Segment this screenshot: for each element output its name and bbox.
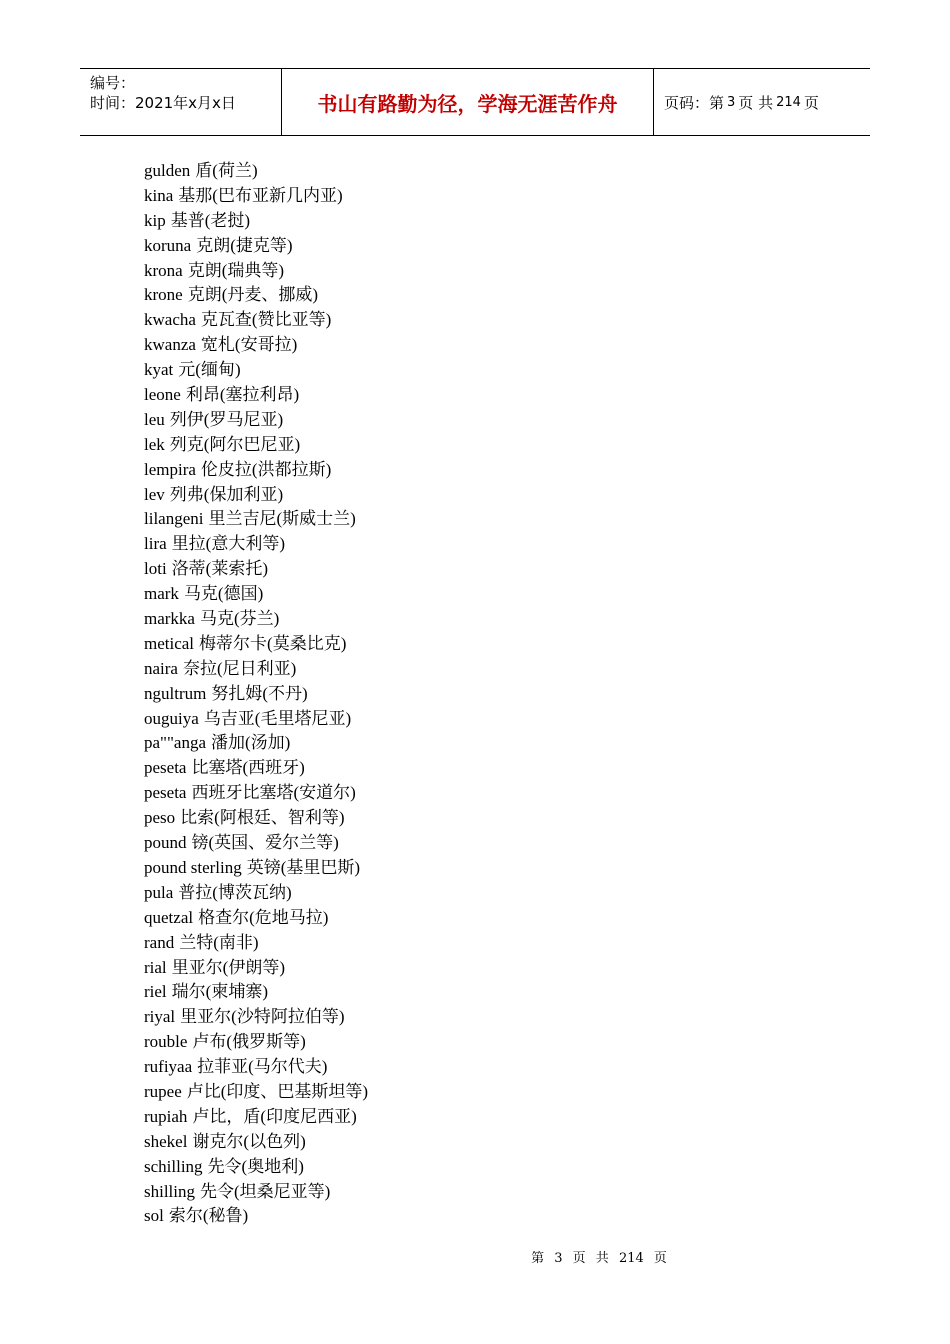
list-item [144,1005,368,1030]
entry-term: kwanza [144,335,196,355]
entry-term: markka [144,609,195,629]
list-item [144,1080,368,1105]
entry-meaning: 比塞塔(西班牙) [191,758,305,778]
entry-term: leone [144,385,181,405]
entry-meaning: 卢比(印度、巴基斯坦等) [186,1081,369,1101]
entry-meaning: 克朗(瑞典等) [187,260,285,280]
footer-total: 214 [618,1251,644,1266]
list-item [144,931,368,956]
entry-meaning: 谢克尔(以色列) [192,1131,306,1151]
entry-term: peso [144,808,176,828]
entry-term: krona [144,260,183,280]
entry-term: metical [144,633,195,653]
entry-term: kina [144,185,174,205]
code-label: 编号： [90,74,136,92]
page-prefix: 页码：第 [664,93,725,112]
entry-meaning: 列伊(罗马尼亚) [169,409,284,429]
entry-meaning: 西班牙比塞塔(安道尔) [191,783,356,803]
entry-term: rouble [144,1032,188,1052]
entry-term: rand [144,932,175,952]
entry-term: pa""anga [144,733,207,753]
list-item [144,159,368,184]
entry-term: gulden [144,161,191,180]
entry-term: shilling [144,1181,196,1201]
entry-term: mark [144,584,179,604]
entry-meaning: 先令(坦桑尼亚等) [200,1181,331,1201]
list-item [144,806,368,831]
list-item [144,956,368,981]
time-label: 时间：2021年x月x日 [90,94,236,112]
entry-meaning: 里兰吉尼(斯威士兰) [208,509,356,529]
entry-meaning: 瑞尔(柬埔寨) [171,982,268,1002]
entry-term: riel [144,982,167,1002]
footer-mid2: 共 [595,1251,609,1266]
entry-term: pula [144,882,174,902]
entry-term: lek [144,434,165,454]
entry-meaning: 克瓦查(赞比亚等) [200,310,332,330]
entry-term: naira [144,658,178,678]
page-footer [0,1247,950,1266]
list-item [144,1204,368,1229]
entry-meaning: 先令(奥地利) [207,1156,304,1176]
entry-term: kwacha [144,310,196,330]
entry-term: lira [144,534,167,554]
entry-meaning: 梅蒂尔卡(莫桑比克) [199,633,347,653]
header-motto: 书山有路勤为径，学海无涯苦作舟 [282,69,654,135]
entry-term: koruna [144,235,192,255]
entry-term: lilangeni [144,509,204,529]
header-page-number [654,69,870,135]
list-item [144,358,368,383]
entry-term: ouguiya [144,708,199,728]
entry-meaning: 比索(阿根廷、智利等) [180,808,345,828]
page-suffix: 页 [803,93,819,112]
entry-term: quetzal [144,907,194,927]
entry-term: pound sterling [144,857,242,877]
entry-term: peseta [144,783,187,803]
entry-meaning: 克朗(丹麦、挪威) [187,285,319,305]
entry-meaning: 元(缅甸) [178,360,241,380]
list-item [144,433,368,458]
list-item [144,1130,368,1155]
list-item [144,308,368,333]
entry-meaning: 拉菲亚(马尔代夫) [197,1057,328,1077]
list-item [144,632,368,657]
entry-meaning: 盾(荷兰) [195,161,258,180]
entry-term: shekel [144,1131,188,1151]
list-item [144,756,368,781]
entry-meaning: 基那(巴布亚新几内亚) [178,185,343,205]
list-item [144,1155,368,1180]
list-item [144,682,368,707]
entry-meaning: 宽札(安哥拉) [200,335,298,355]
page-current: 3 [727,94,736,110]
entry-meaning: 乌吉亚(毛里塔尼亚) [203,708,352,728]
entry-meaning: 里拉(意大利等) [171,534,285,554]
entry-term: krone [144,285,183,305]
entry-term: rial [144,957,167,977]
list-item [144,1105,368,1130]
footer-suffix: 页 [653,1251,667,1266]
entry-meaning: 格查尔(危地马拉) [198,907,329,927]
entry-term: kyat [144,360,174,380]
list-item [144,333,368,358]
list-item [144,856,368,881]
list-item [144,582,368,607]
footer-mid1: 页 [572,1251,586,1266]
list-item [144,234,368,259]
entry-term: leu [144,409,165,429]
entry-meaning: 列克(阿尔巴尼亚) [169,434,301,454]
list-item [144,557,368,582]
entry-term: kip [144,210,166,230]
list-item [144,906,368,931]
entry-meaning: 列弗(保加利亚) [169,484,284,504]
entry-term: sol [144,1206,164,1226]
list-item [144,1055,368,1080]
list-item [144,707,368,732]
footer-prefix: 第 [531,1251,545,1266]
entry-meaning: 马克(德国) [183,584,264,604]
entry-meaning: 马克(芬兰) [199,609,280,629]
list-item [144,831,368,856]
list-item [144,209,368,234]
entry-meaning: 英镑(基里巴斯) [246,857,361,877]
entry-meaning: 兰特(南非) [179,932,259,952]
list-item [144,1030,368,1055]
list-item [144,980,368,1005]
page-mid: 页 共 [738,93,774,112]
list-item [144,383,368,408]
page-header [80,68,870,136]
entry-term: lempira [144,459,196,479]
entry-meaning: 潘加(汤加) [211,733,291,753]
entry-meaning: 努扎姆(不丹) [211,683,308,703]
entry-meaning: 镑(英国、爱尔兰等) [191,833,339,853]
entry-term: peseta [144,758,187,778]
list-item [144,507,368,532]
entry-meaning: 伦皮拉(洪都拉斯) [200,459,332,479]
list-item [144,881,368,906]
list-item [144,184,368,209]
entry-term: loti [144,559,167,579]
list-item [144,532,368,557]
entry-meaning: 里亚尔(伊朗等) [171,957,285,977]
list-item [144,259,368,284]
entry-meaning: 卢布(俄罗斯等) [192,1032,306,1052]
entry-meaning: 普拉(博茨瓦纳) [178,882,292,902]
entry-term: ngultrum [144,683,207,703]
entry-term: rupiah [144,1106,188,1126]
entry-meaning: 里亚尔(沙特阿拉伯等) [180,1007,345,1027]
page-total: 214 [776,94,801,110]
list-item [144,731,368,756]
entry-term: pound [144,833,187,853]
entry-term: lev [144,484,165,504]
entry-meaning: 索尔(秘鲁) [168,1206,249,1226]
currency-list [144,159,368,1229]
entry-meaning: 卢比，盾(印度尼西亚) [192,1106,357,1126]
entry-meaning: 克朗(捷克等) [196,235,293,255]
entry-meaning: 奈拉(尼日利亚) [182,658,297,678]
list-item [144,781,368,806]
entry-term: schilling [144,1156,203,1176]
list-item [144,657,368,682]
entry-term: rupee [144,1081,182,1101]
entry-meaning: 洛蒂(莱索托) [171,559,268,579]
entry-term: rufiyaa [144,1057,193,1077]
entry-meaning: 利昂(塞拉利昂) [185,385,300,405]
list-item [144,283,368,308]
header-meta [80,69,282,135]
entry-meaning: 基普(老挝) [170,210,251,230]
list-item [144,607,368,632]
footer-current: 3 [554,1251,563,1266]
entry-term: riyal [144,1007,176,1027]
list-item [144,483,368,508]
list-item [144,458,368,483]
list-item [144,1180,368,1205]
list-item [144,408,368,433]
